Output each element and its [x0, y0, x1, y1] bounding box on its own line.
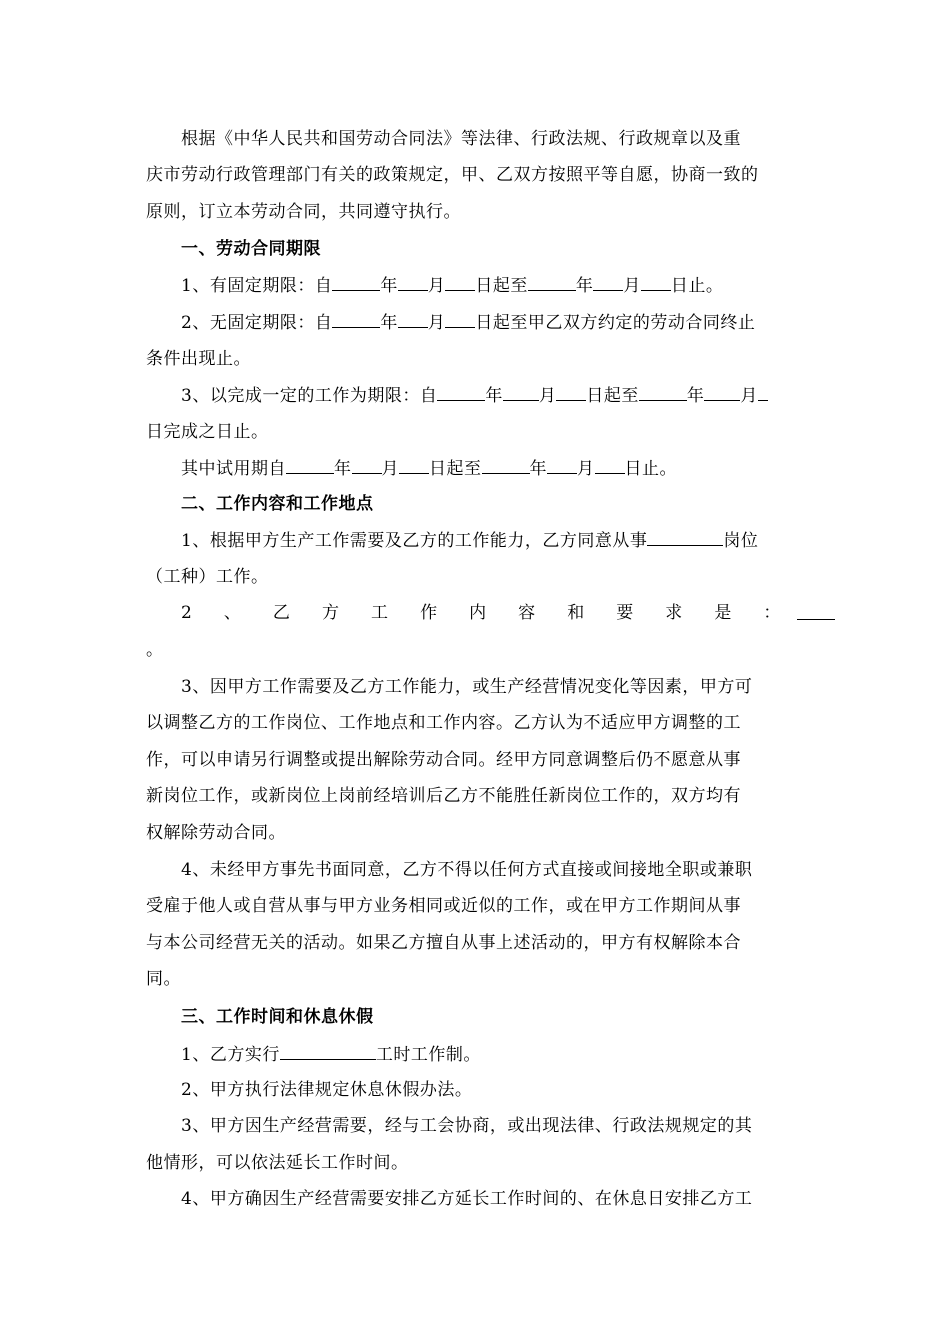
- job-content-line: 2 、 乙 方 工 作 内 容 和 要 求 是 ：: [181, 603, 781, 623]
- blank-field[interactable]: [528, 274, 576, 291]
- adjustment-line-3: 作，可以申请另行调整或提出解除劳动合同。经甲方同意调整后仍不愿意从事: [146, 750, 741, 770]
- blank-field[interactable]: [399, 457, 429, 474]
- blank-field[interactable]: [445, 311, 475, 328]
- blank-field[interactable]: [352, 457, 382, 474]
- adjustment-line-2: 以调整乙方的工作岗位、工作地点和工作内容。乙方认为不适应甲方调整的工: [146, 713, 741, 733]
- blank-field[interactable]: [641, 274, 671, 291]
- adjustment-line-4: 新岗位工作，或新岗位上岗前经培训后乙方不能胜任新岗位工作的，双方均有: [146, 786, 741, 806]
- blank-field[interactable]: [482, 457, 530, 474]
- open-term-continuation: 条件出现止。: [146, 349, 251, 369]
- blank-field[interactable]: [398, 311, 428, 328]
- preamble-line-1: 根据《中华人民共和国劳动合同法》等法律、行政法规、行政规章以及重: [181, 129, 741, 149]
- blank-field[interactable]: [332, 274, 380, 291]
- overtime-line-1: 3、甲方因生产经营需要，经与工会协商，或出现法律、行政法规规定的其: [181, 1116, 753, 1136]
- preamble-line-2: 庆市劳动行政管理部门有关的政策规定，甲、乙双方按照平等自愿，协商一致的: [146, 165, 759, 185]
- blank-field[interactable]: [286, 457, 334, 474]
- blank-field[interactable]: [503, 384, 539, 401]
- blank-field[interactable]: [437, 384, 485, 401]
- blank-field[interactable]: [704, 384, 740, 401]
- fixed-term-line: 1、有固定期限：自 年 月 日起至 年 月 日止。: [181, 276, 724, 296]
- rest-leave-line: 2、甲方执行法律规定休息休假办法。: [181, 1080, 473, 1100]
- blank-field[interactable]: [547, 457, 577, 474]
- job-content-end: 。: [146, 640, 164, 660]
- section-3-heading: 三、工作时间和休息休假: [181, 1007, 374, 1027]
- job-position-line: 1、根据甲方生产工作需要及乙方的工作能力，乙方同意从事 岗位: [181, 531, 759, 551]
- adjustment-line-5: 权解除劳动合同。: [146, 823, 286, 843]
- overtime-line-2: 他情形，可以依法延长工作时间。: [146, 1153, 409, 1173]
- blank-field[interactable]: [593, 274, 623, 291]
- noncompete-line-2: 受雇于他人或自营从事与甲方业务相同或近似的工作，或在甲方工作期间从事: [146, 896, 741, 916]
- preamble-line-3: 原则，订立本劳动合同，共同遵守执行。: [146, 202, 461, 222]
- blank-field[interactable]: [556, 384, 586, 401]
- blank-field[interactable]: [639, 384, 687, 401]
- adjustment-line-1: 3、因甲方工作需要及乙方工作能力，或生产经营情况变化等因素，甲方可: [181, 677, 753, 697]
- noncompete-line-3: 与本公司经营无关的活动。如果乙方擅自从事上述活动的，甲方有权解除本合: [146, 933, 741, 953]
- blank-field[interactable]: [758, 384, 768, 401]
- noncompete-line-1: 4、未经甲方事先书面同意，乙方不得以任何方式直接或间接地全职或兼职: [181, 860, 753, 880]
- section-2-heading: 二、工作内容和工作地点: [181, 494, 374, 514]
- blank-field[interactable]: [595, 457, 625, 474]
- work-hours-line: 1、乙方实行 工时工作制。: [181, 1045, 481, 1065]
- task-term-continuation: 日完成之日止。: [146, 422, 269, 442]
- blank-field[interactable]: [445, 274, 475, 291]
- open-term-line: 2、无固定期限：自 年 月 日起至甲乙双方约定的劳动合同终止: [181, 313, 756, 333]
- blank-field[interactable]: [398, 274, 428, 291]
- overtime-arrangement-line: 4、甲方确因生产经营需要安排乙方延长工作时间的、在休息日安排乙方工: [181, 1189, 753, 1209]
- blank-field[interactable]: [280, 1043, 376, 1060]
- task-term-line: 3、以完成一定的工作为期限：自 年 月 日起至 年 月: [181, 384, 768, 407]
- noncompete-line-4: 同。: [146, 969, 181, 989]
- section-1-heading: 一、劳动合同期限: [181, 239, 321, 259]
- blank-field[interactable]: [332, 311, 380, 328]
- job-position-continuation: （工种）工作。: [146, 567, 269, 587]
- blank-field[interactable]: [797, 619, 835, 620]
- blank-field[interactable]: [647, 529, 723, 546]
- probation-line: 其中试用期自 年 月 日起至 年 月 日止。: [181, 459, 677, 479]
